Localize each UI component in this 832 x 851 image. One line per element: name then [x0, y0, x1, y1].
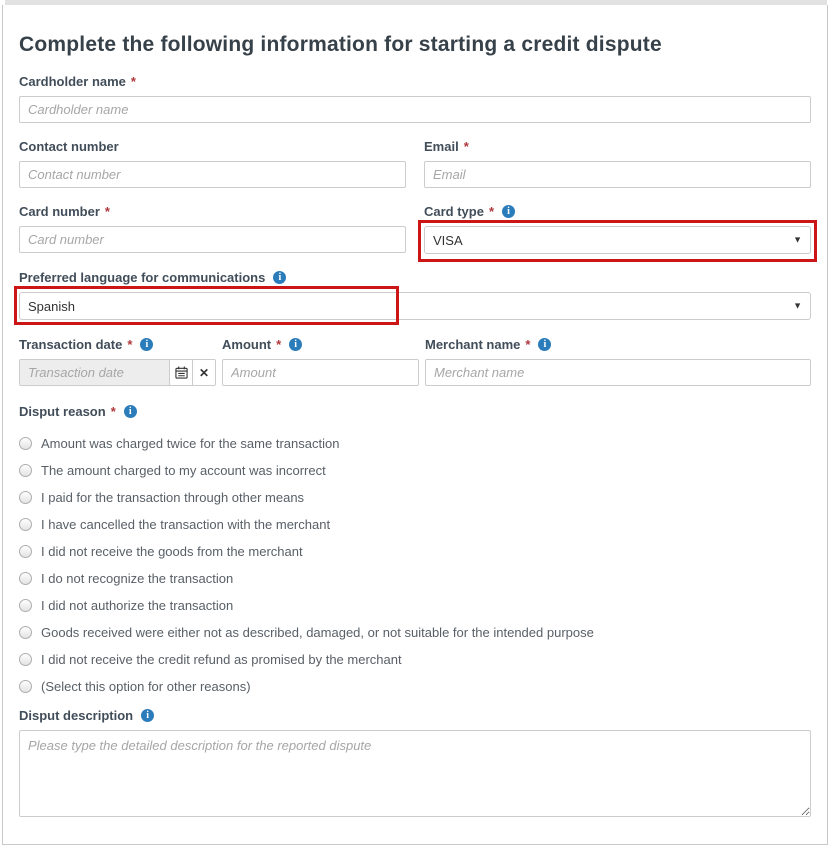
card-row — [19, 204, 811, 254]
reason-option-other[interactable]: (Select this option for other reasons) — [19, 679, 811, 694]
email-label: Email * — [424, 139, 469, 154]
radio-button[interactable] — [19, 437, 32, 450]
card-type-select-wrap — [424, 226, 811, 254]
preferred-language-select-wrap — [19, 292, 811, 320]
reason-option-goods-defective[interactable]: Goods received were either not as described, damaged, or not suitable for the intended purpose — [19, 625, 811, 640]
preferred-language-label: Preferred language for communications i — [19, 270, 811, 285]
email-field — [424, 139, 811, 188]
chevron-down-icon: ▼ — [793, 300, 802, 311]
dispute-reason-options — [19, 436, 811, 694]
email-input[interactable] — [424, 161, 811, 188]
transaction-row — [19, 337, 811, 386]
required-asterisk: * — [104, 204, 110, 219]
merchant-name-field — [425, 337, 811, 386]
required-asterisk: * — [276, 337, 282, 352]
info-icon[interactable]: i — [141, 709, 154, 722]
required-asterisk: * — [130, 74, 136, 89]
cardholder-name-input[interactable] — [19, 96, 811, 123]
radio-button[interactable] — [19, 680, 32, 693]
required-asterisk: * — [525, 337, 531, 352]
required-asterisk: * — [110, 404, 116, 419]
radio-button[interactable] — [19, 491, 32, 504]
reason-option-not-authorized[interactable]: I did not authorize the transaction — [19, 598, 811, 613]
info-icon[interactable]: i — [273, 271, 286, 284]
radio-button[interactable] — [19, 572, 32, 585]
amount-field — [222, 337, 419, 386]
amount-input[interactable] — [222, 359, 419, 386]
transaction-date-label: Transaction date * i — [19, 337, 216, 352]
amount-label: Amount * i — [222, 337, 419, 352]
dispute-description-label: Disput description i — [19, 708, 811, 723]
preferred-language-field — [19, 270, 811, 320]
contact-number-field — [19, 139, 406, 188]
reason-option-duplicate-charge[interactable]: Amount was charged twice for the same transaction — [19, 436, 811, 451]
chevron-down-icon: ▼ — [793, 234, 802, 245]
radio-button[interactable] — [19, 626, 32, 639]
radio-button[interactable] — [19, 653, 32, 666]
merchant-name-label: Merchant name * i — [425, 337, 811, 352]
page-title: Complete the following information for starting a credit dispute — [19, 33, 662, 56]
card-type-label: Card type * i — [424, 204, 811, 219]
transaction-date-group — [19, 359, 216, 386]
reason-option-not-recognized[interactable]: I do not recognize the transaction — [19, 571, 811, 586]
reason-option-refund-not-received[interactable]: I did not receive the credit refund as promised by the merchant — [19, 652, 811, 667]
required-asterisk: * — [488, 204, 495, 219]
card-number-field — [19, 204, 406, 254]
contact-number-input[interactable] — [19, 161, 406, 188]
radio-button[interactable] — [19, 545, 32, 558]
cardholder-name-field — [19, 74, 811, 123]
merchant-name-input[interactable] — [425, 359, 811, 386]
preferred-language-select[interactable] — [19, 292, 811, 320]
card-type-select[interactable] — [424, 226, 811, 254]
card-number-input[interactable] — [19, 226, 406, 253]
contact-email-row — [19, 139, 811, 188]
radio-button[interactable] — [19, 518, 32, 531]
close-icon: ✕ — [198, 365, 210, 380]
required-asterisk: * — [463, 139, 469, 154]
calendar-button[interactable] — [169, 360, 192, 385]
info-icon[interactable]: i — [140, 338, 153, 351]
dispute-reason-label: Disput reason * i — [19, 404, 811, 419]
info-icon[interactable]: i — [502, 205, 515, 218]
info-icon[interactable]: i — [289, 338, 302, 351]
dispute-reason-field — [19, 404, 811, 694]
dispute-form-panel — [2, 5, 828, 845]
clear-date-button[interactable] — [192, 360, 215, 385]
contact-number-label: Contact number — [19, 139, 119, 154]
info-icon[interactable]: i — [538, 338, 551, 351]
cardholder-name-label: Cardholder name * — [19, 74, 136, 89]
radio-button[interactable] — [19, 599, 32, 612]
transaction-date-field — [19, 337, 216, 386]
radio-button[interactable] — [19, 464, 32, 477]
dispute-description-field — [19, 708, 811, 822]
reason-option-cancelled-transaction[interactable]: I have cancelled the transaction with the merchant — [19, 517, 811, 532]
reason-option-paid-other-means[interactable]: I paid for the transaction through other means — [19, 490, 811, 505]
transaction-date-input[interactable] — [20, 360, 169, 385]
required-asterisk: * — [127, 337, 133, 352]
reason-option-goods-not-received[interactable]: I did not receive the goods from the merchant — [19, 544, 811, 559]
card-type-field — [424, 204, 811, 254]
calendar-icon — [175, 366, 188, 379]
reason-option-incorrect-amount[interactable]: The amount charged to my account was incorrect — [19, 463, 811, 478]
dispute-description-textarea[interactable] — [19, 730, 811, 817]
card-number-label: Card number * — [19, 204, 110, 219]
info-icon[interactable]: i — [124, 405, 137, 418]
